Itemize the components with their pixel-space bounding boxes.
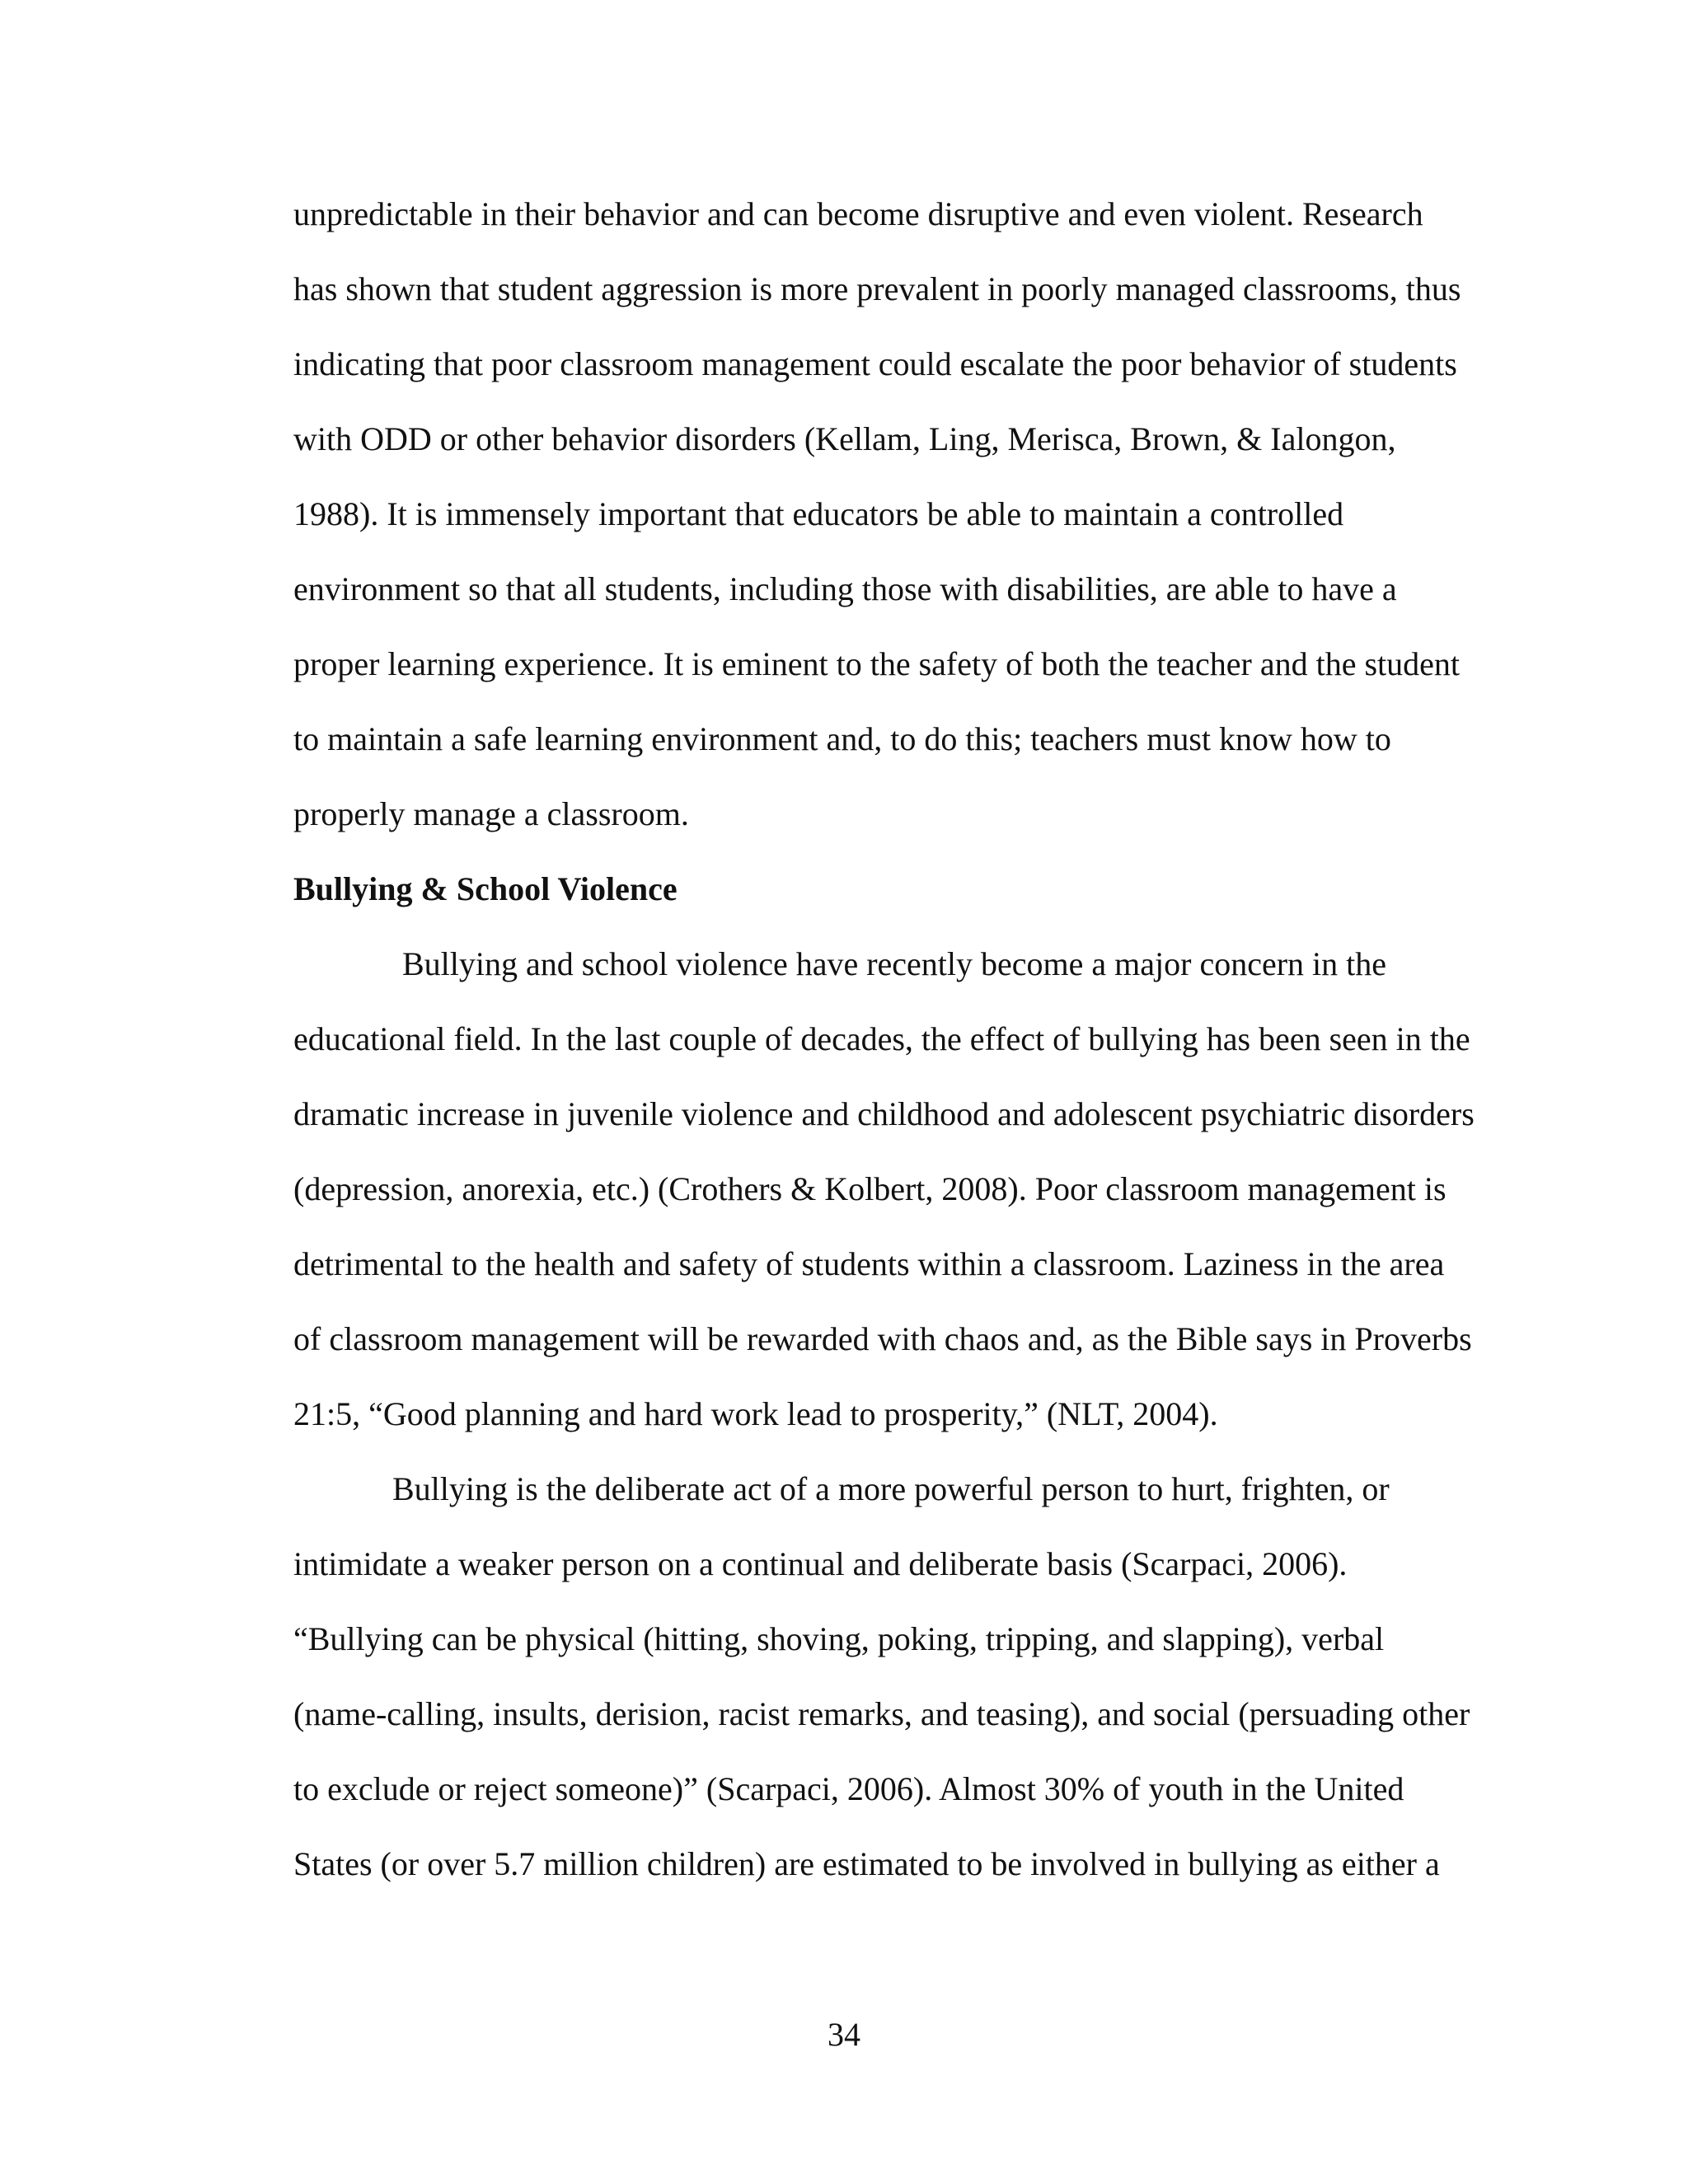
body-text-line: detrimental to the health and safety of students within a classroom. Laziness in the area xyxy=(293,1245,1445,1282)
body-text-line: unpredictable in their behavior and can become disruptive and even violent. Research xyxy=(293,195,1423,232)
body-text-line: to exclude or reject someone)” (Scarpaci, 2006). Almost 30% of youth in the United xyxy=(293,1770,1404,1807)
body-text-line: proper learning experience. It is eminent to the safety of both the teacher and the student xyxy=(293,645,1461,682)
page-number: 34 xyxy=(828,2016,860,2053)
body-text-line: indicating that poor classroom management could escalate the poor behavior of students xyxy=(293,345,1457,382)
body-text-line: educational field. In the last couple of decades, the effect of bullying has been seen in the xyxy=(293,1020,1470,1057)
body-text-line: of classroom management will be rewarded with chaos and, as the Bible says in Proverbs xyxy=(293,1320,1472,1357)
body-text-line: (name-calling, insults, derision, racist remarks, and teasing), and social (persuading other xyxy=(293,1695,1470,1732)
body-text-line: States (or over 5.7 million children) are estimated to be involved in bullying as either a xyxy=(293,1845,1440,1882)
body-text-line: (depression, anorexia, etc.) (Crothers & Kolbert, 2008). Poor classroom management is xyxy=(293,1170,1447,1207)
body-text-line: properly manage a classroom. xyxy=(293,795,689,832)
section-heading: Bullying & School Violence xyxy=(293,870,678,907)
body-text-line: to maintain a safe learning environment and, to do this; teachers must know how to xyxy=(293,720,1391,757)
body-text-line: intimidate a weaker person on a continual and deliberate basis (Scarpaci, 2006). xyxy=(293,1545,1348,1582)
body-text-line: with ODD or other behavior disorders (Kellam, Ling, Merisca, Brown, & Ialongon, xyxy=(293,420,1396,457)
body-text-line: environment so that all students, including those with disabilities, are able to have a xyxy=(293,570,1397,607)
body-text-line: 21:5, “Good planning and hard work lead to prosperity,” (NLT, 2004). xyxy=(293,1395,1218,1432)
body-text-line: Bullying is the deliberate act of a more powerful person to hurt, frighten, or xyxy=(392,1470,1390,1507)
body-text-line: Bullying and school violence have recently become a major concern in the xyxy=(394,945,1387,982)
body-text-line: “Bullying can be physical (hitting, shoving, poking, tripping, and slapping), verbal xyxy=(293,1620,1385,1657)
body-text-line: dramatic increase in juvenile violence and childhood and adolescent psychiatric disorders xyxy=(293,1095,1475,1132)
body-text-line: has shown that student aggression is more prevalent in poorly managed classrooms, thus xyxy=(293,270,1461,307)
body-text-line: 1988). It is immensely important that educators be able to maintain a controlled xyxy=(293,495,1344,532)
